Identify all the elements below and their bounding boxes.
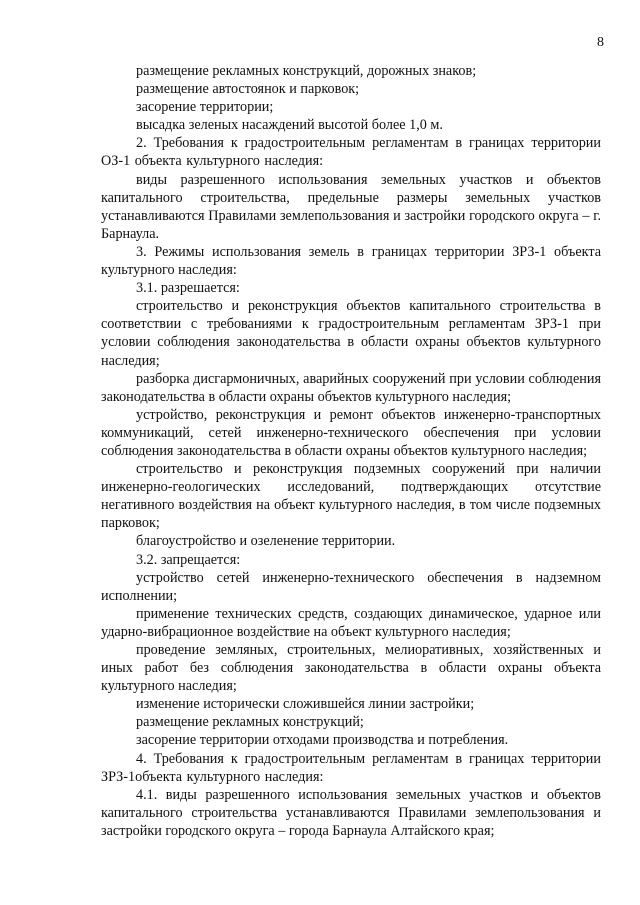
paragraph: разборка дисгармоничных, аварийных сооружений при условии соблюдения законодательства в области охраны объектов культурного наследия;	[101, 370, 601, 405]
paragraph: 4.1. виды разрешенного использования земельных участков и объектов капитального строительства устанавливаются Правилами землепользования и застройки городского округа – города Барнаула Алтайского края;	[101, 786, 601, 839]
page-number: 8	[597, 35, 604, 50]
paragraph: размещение рекламных конструкций;	[136, 714, 364, 731]
paragraph: устройство сетей инженерно-технического обеспечения в надземном исполнении;	[101, 569, 601, 604]
paragraph: размещение рекламных конструкций, дорожных знаков;	[136, 63, 477, 79]
paragraph: изменение исторически сложившейся линии застройки;	[136, 696, 475, 713]
subsection-heading: 3.2. запрещается:	[136, 551, 241, 568]
paragraph: проведение земляных, строительных, мелиоративных, хозяйственных и иных работ без соблюдения законодательства в области охраны объекта культурного наследия;	[101, 642, 601, 695]
section-heading: 2. Требования к градостроительным регламентам в границах территории ОЗ-1 объекта культурного наследия:	[101, 135, 601, 170]
paragraph: устройство, реконструкция и ремонт объектов инженерно-транспортных коммуникаций, сетей инженерно-технического обеспечения при условии соблюдения законодательства в области охраны объектов культурного наследия;	[101, 406, 601, 459]
paragraph: благоустройство и озеленение территории.	[136, 533, 396, 550]
paragraph: размещение автостоянок и парковок;	[136, 81, 360, 98]
paragraph: строительство и реконструкция объектов капитального строительства в соответствии с требованиями к градостроительным регламентам ЗРЗ-1 при условии соблюдения законодательства в области охраны объектов культурного наследия;	[101, 298, 601, 369]
paragraph: виды разрешенного использования земельных участков и объектов капитального строительства, предельные размеры земельных участков устанавливаются Правилами землепользования и застройки городского округа – г. Барнаула.	[101, 171, 601, 242]
section-heading: 4. Требования к градостроительным регламентам в границах территории ЗРЗ-1объекта культурного наследия:	[101, 750, 601, 785]
paragraph: высадка зеленых насаждений высотой более 1,0 м.	[136, 117, 443, 134]
paragraph: строительство и реконструкция подземных сооружений при наличии инженерно-геологических исследований, подтверждающих отсутствие негативного воздействия на объект культурного наследия, в том числе подземных парковок;	[101, 461, 601, 532]
paragraph: применение технических средств, создающих динамическое, ударное или ударно-вибрационное воздействие на объект культурного наследия;	[101, 605, 601, 640]
subsection-heading: 3.1. разрешается:	[136, 280, 240, 297]
paragraph: засорение территории;	[136, 99, 274, 116]
section-heading: 3. Режимы использования земель в границах территории ЗРЗ-1 объекта культурного наследия:	[101, 243, 601, 279]
paragraph: засорение территории отходами производства и потребления.	[136, 732, 509, 749]
document-body	[101, 62, 601, 840]
